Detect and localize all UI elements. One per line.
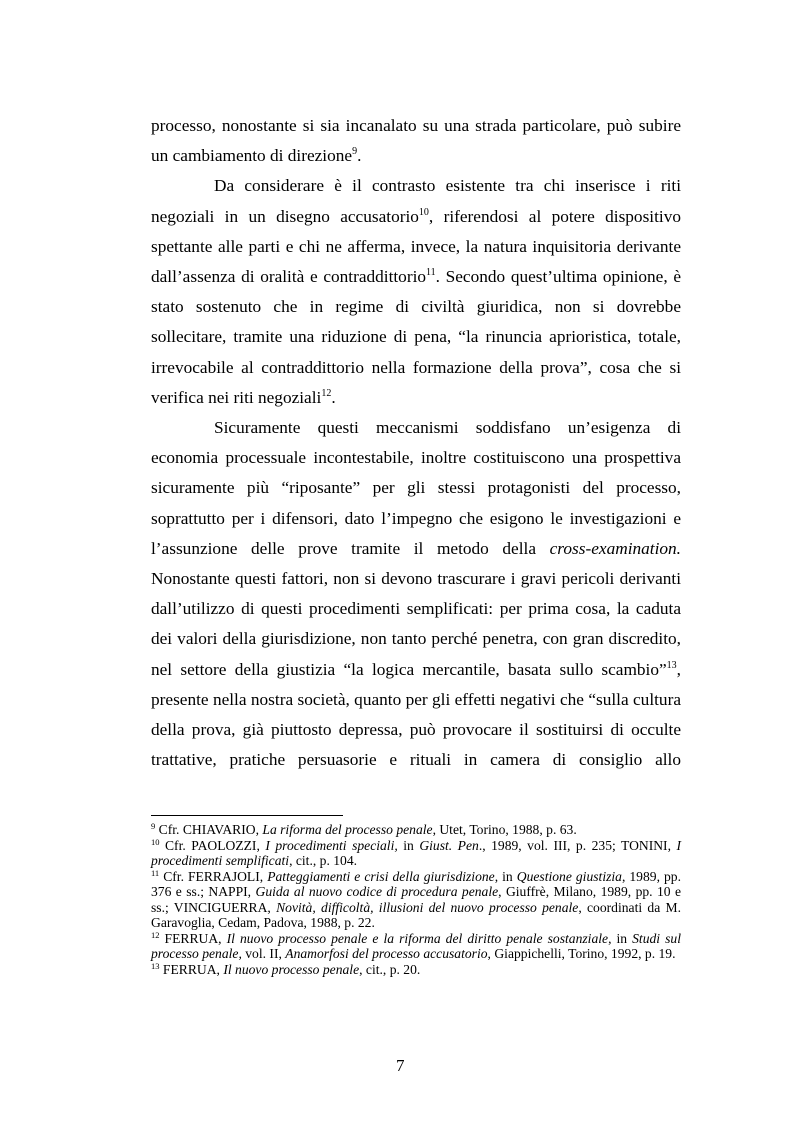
text-run: in — [397, 837, 420, 853]
footnote-ref: 12 — [321, 387, 332, 399]
text-run: , riferendosi al potere dispositivo spettante alle parti e chi ne afferma, invece, la natura inquisitoria derivante dall’assenza di oralità e contraddittorio — [151, 206, 681, 287]
text-run: FERRUA, — [159, 930, 227, 946]
italic-title: I procedimenti speciali, — [265, 837, 398, 853]
footnote-13 — [151, 962, 681, 978]
footnote-9 — [151, 822, 681, 838]
footnote-number: 12 — [151, 929, 160, 940]
text-run: Cfr. FERRAJOLI, — [159, 868, 268, 884]
italic-title: Anamorfosi del processo accusatorio — [285, 946, 488, 961]
footnote-ref: 10 — [418, 206, 429, 218]
text-run: , Giuffrè, Milano, 1989, pp. 10 e ss.; VINCIGUERRA, — [151, 884, 682, 915]
italic-title: Patteggiamenti e crisi della giurisdizione — [267, 868, 495, 884]
footnote-ref: 9 — [352, 146, 358, 158]
footnote-11 — [151, 869, 681, 931]
footnote-number: 10 — [151, 836, 160, 847]
text-run: Cfr. CHIAVARIO, — [155, 822, 263, 837]
text-run: FERRUA, — [159, 961, 224, 977]
footnotes — [151, 822, 681, 977]
italic-term: cross-examination. — [549, 538, 681, 558]
footnote-number: 13 — [151, 960, 160, 971]
text-run: Da considerare è il contrasto esistente tra chi inserisce i riti negoziali in un disegno accusatorio — [151, 176, 681, 226]
paragraph-3 — [151, 413, 681, 775]
text-run: , 1989, pp. 376 e ss.; NAPPI, — [151, 868, 681, 899]
text-run: , cit., p. 104. — [289, 853, 358, 868]
italic-title: Guida al nuovo codice di procedura penale — [255, 884, 499, 899]
italic-title: I procedimenti semplificati — [151, 837, 681, 868]
text-run: Nonostante questi fattori, non si devono trascurare i gravi pericoli derivanti dall’utilizzo di questi procedimenti semplificati: per prima cosa, la caduta dei valori della giurisdizione, non tanto perché penetra, con gran discredito, nel settore della giustizia “la logica mercantile, basata sullo scambio” — [151, 569, 681, 679]
text-run: processo, nonostante si sia incanalato su una strada particolare, può subire un cambiamento di direzione — [151, 116, 681, 166]
paragraph-2 — [151, 171, 681, 413]
italic-title: Il nuovo processo penale e la riforma del diritto penale sostanziale — [226, 930, 609, 946]
text-run: Cfr. PAOLOZZI, — [159, 837, 266, 853]
text-run: . Secondo quest’ultima opinione, è stato sostenuto che in regime di civiltà giuridica, non si dovrebbe sollecitare, tramite una riduzione di pena, “la rinuncia aprioristica, totale, irrevocabile al contraddittorio nella formazione della prova”, cosa che si verifica nei riti negoziali — [151, 267, 681, 407]
paragraph-1 — [151, 111, 681, 171]
text-run: vol. II, — [241, 946, 286, 961]
text-run: , presente nella nostra società, quanto per gli effetti negativi che “sulla cultura della prova, già piuttosto depressa, può provocare il sostituirsi di occulte trattative, pratiche persuasorie e rituali in camera di consiglio allo — [151, 659, 681, 770]
text-run: , coordinati da M. Garavoglia, Cedam, Padova, 1988, p. 22. — [151, 899, 681, 930]
italic-title: Novità, difficoltà, illusioni del nuovo processo penale — [276, 899, 579, 915]
italic-title: Giust. Pen — [419, 837, 479, 853]
italic-title: Questione giustizia — [516, 868, 622, 884]
footnote-10 — [151, 838, 681, 869]
text-run: ., 1989, vol. III, p. 235; TONINI, — [478, 837, 677, 853]
text-run: , in — [494, 868, 517, 884]
footnote-number: 9 — [151, 821, 156, 831]
footnote-ref: 13 — [666, 659, 677, 671]
text-run: Sicuramente questi meccanismi soddisfano un’esigenza di economia processuale incontestabile, inoltre costituiscono una prospettiva sicuramente più “riposante” per gli stessi protagonisti del processo, soprattutto per i difensori, dato l’impegno che esigono le investigazioni e l’assunzione delle prove tramite il metodo della — [151, 418, 681, 558]
italic-title: Studi sul processo penale, — [151, 930, 681, 961]
footnote-12 — [151, 931, 681, 962]
text-run: , Giappichelli, Torino, 1992, p. 19. — [487, 946, 676, 961]
footnote-number: 11 — [151, 867, 160, 878]
text-run: . — [331, 387, 336, 407]
text-run: , Utet, Torino, 1988, p. 63. — [432, 822, 577, 837]
italic-title: Il nuovo processo penale — [223, 961, 360, 977]
page-number: 7 — [396, 1056, 405, 1075]
text-run: . — [357, 146, 362, 166]
footnote-ref: 11 — [426, 267, 436, 279]
italic-title: La riforma del processo penale — [262, 822, 433, 837]
text-run: , in — [608, 930, 633, 946]
text-run: , cit., p. 20. — [359, 961, 421, 977]
footnote-separator — [151, 815, 343, 816]
body-text — [151, 111, 681, 775]
